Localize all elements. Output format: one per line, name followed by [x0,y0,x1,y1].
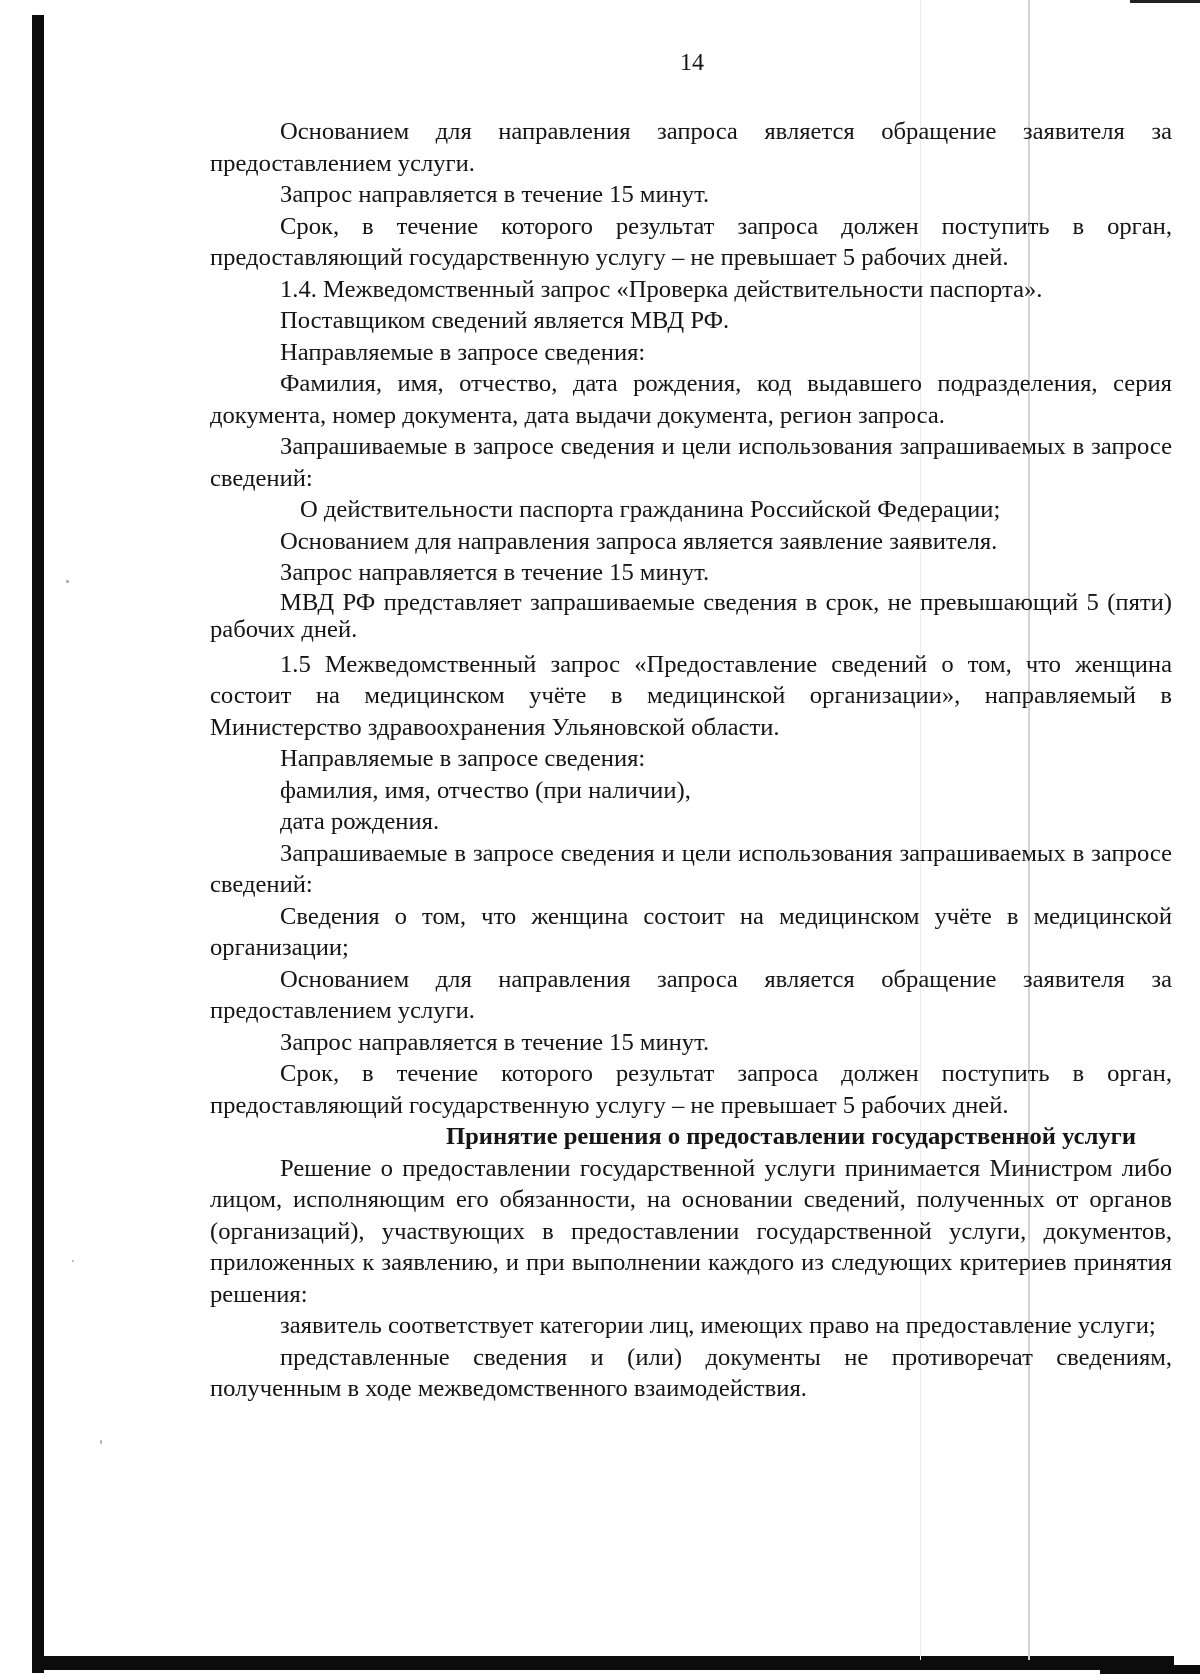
paragraph: Сведения о том, что женщина состоит на медицинском учёте в медицинской организации; [210,902,1172,961]
paragraph: Основанием для направления запроса является обращение заявителя за предоставлением услуги. [210,118,1172,177]
paragraph: фамилия, имя, отчество (при наличии), [280,776,691,804]
subsection-heading: Принятие решения о предоставлении государственной услуги [445,1123,1137,1150]
section-heading: 1.5 Межведомственный запрос «Предоставление сведений о том, что женщина состоит на медицинском учёте в медицинской организации», направляемый в Министерство здравоохранения Ульяновской области. [210,650,1172,741]
paragraph: представленные сведения и (или) документы не противоречат сведениям, полученным в ходе межведомственного взаимодействия. [210,1343,1172,1402]
paragraph: Запрос направляется в течение 15 минут. [280,1028,710,1056]
paragraph: Срок, в течение которого результат запроса должен поступить в орган, предоставляющий государственную услугу – не превышает 5 рабочих дней. [210,1060,1172,1119]
paragraph: Запрашиваемые в запросе сведения и цели использования запрашиваемых в запросе сведений: [210,839,1172,898]
paragraph: Запрос направляется в течение 15 минут. [280,559,710,586]
document-body [210,116,1172,1405]
section-heading: 1.4. Межведомственный запрос «Проверка действительности паспорта». [280,275,1043,303]
paragraph: Запрашиваемые в запросе сведения и цели использования запрашиваемых в запросе сведений: [210,433,1172,492]
scan-speck [72,1260,74,1262]
scan-border-bottom [32,1656,1174,1670]
scan-speck [100,1440,102,1444]
paragraph: Направляемые в запросе сведения: [280,745,646,772]
paragraph: Поставщиком сведений является МВД РФ. [280,307,730,334]
paragraph: Решение о предоставлении государственной услуги принимается Министром либо лицом, исполняющим его обязанности, на основании сведений, полученных от органов (организаций), участвующих в предоставлении государственной услуги, документов, приложенных к заявлению, и при выполнении каждого из следующих критериев принятия решения: [210,1154,1172,1308]
scan-speck [66,580,69,583]
paragraph: О действительности паспорта гражданина Российской Федерации; [300,496,1001,523]
paragraph: Срок, в течение которого результат запроса должен поступить в орган, предоставляющий государственную услугу – не превышает 5 рабочих дней. [210,212,1172,271]
paragraph: Запрос направляется в течение 15 минут. [280,181,710,208]
paragraph: заявитель соответствует категории лиц, имеющих право на предоставление услуги; [280,1312,1156,1339]
paragraph: Основанием для направления запроса является обращение заявителя за предоставлением услуги. [210,965,1172,1024]
scan-border-left [32,15,44,1673]
paragraph: Фамилия, имя, отчество, дата рождения, код выдавшего подразделения, серия документа, номер документа, дата выдачи документа, регион запроса. [210,370,1172,429]
paragraph: дата рождения. [280,808,440,835]
paragraph: Направляемые в запросе сведения: [280,338,646,366]
paragraph: МВД РФ представляет запрашиваемые сведения в срок, не превышающий 5 (пяти) рабочих дней. [210,588,1172,643]
scan-mark-top-right [1130,0,1200,3]
page-number: 14 [680,50,704,76]
paragraph: Основанием для направления запроса является заявление заявителя. [280,527,998,555]
scan-border-bottom-right [1100,1665,1200,1674]
